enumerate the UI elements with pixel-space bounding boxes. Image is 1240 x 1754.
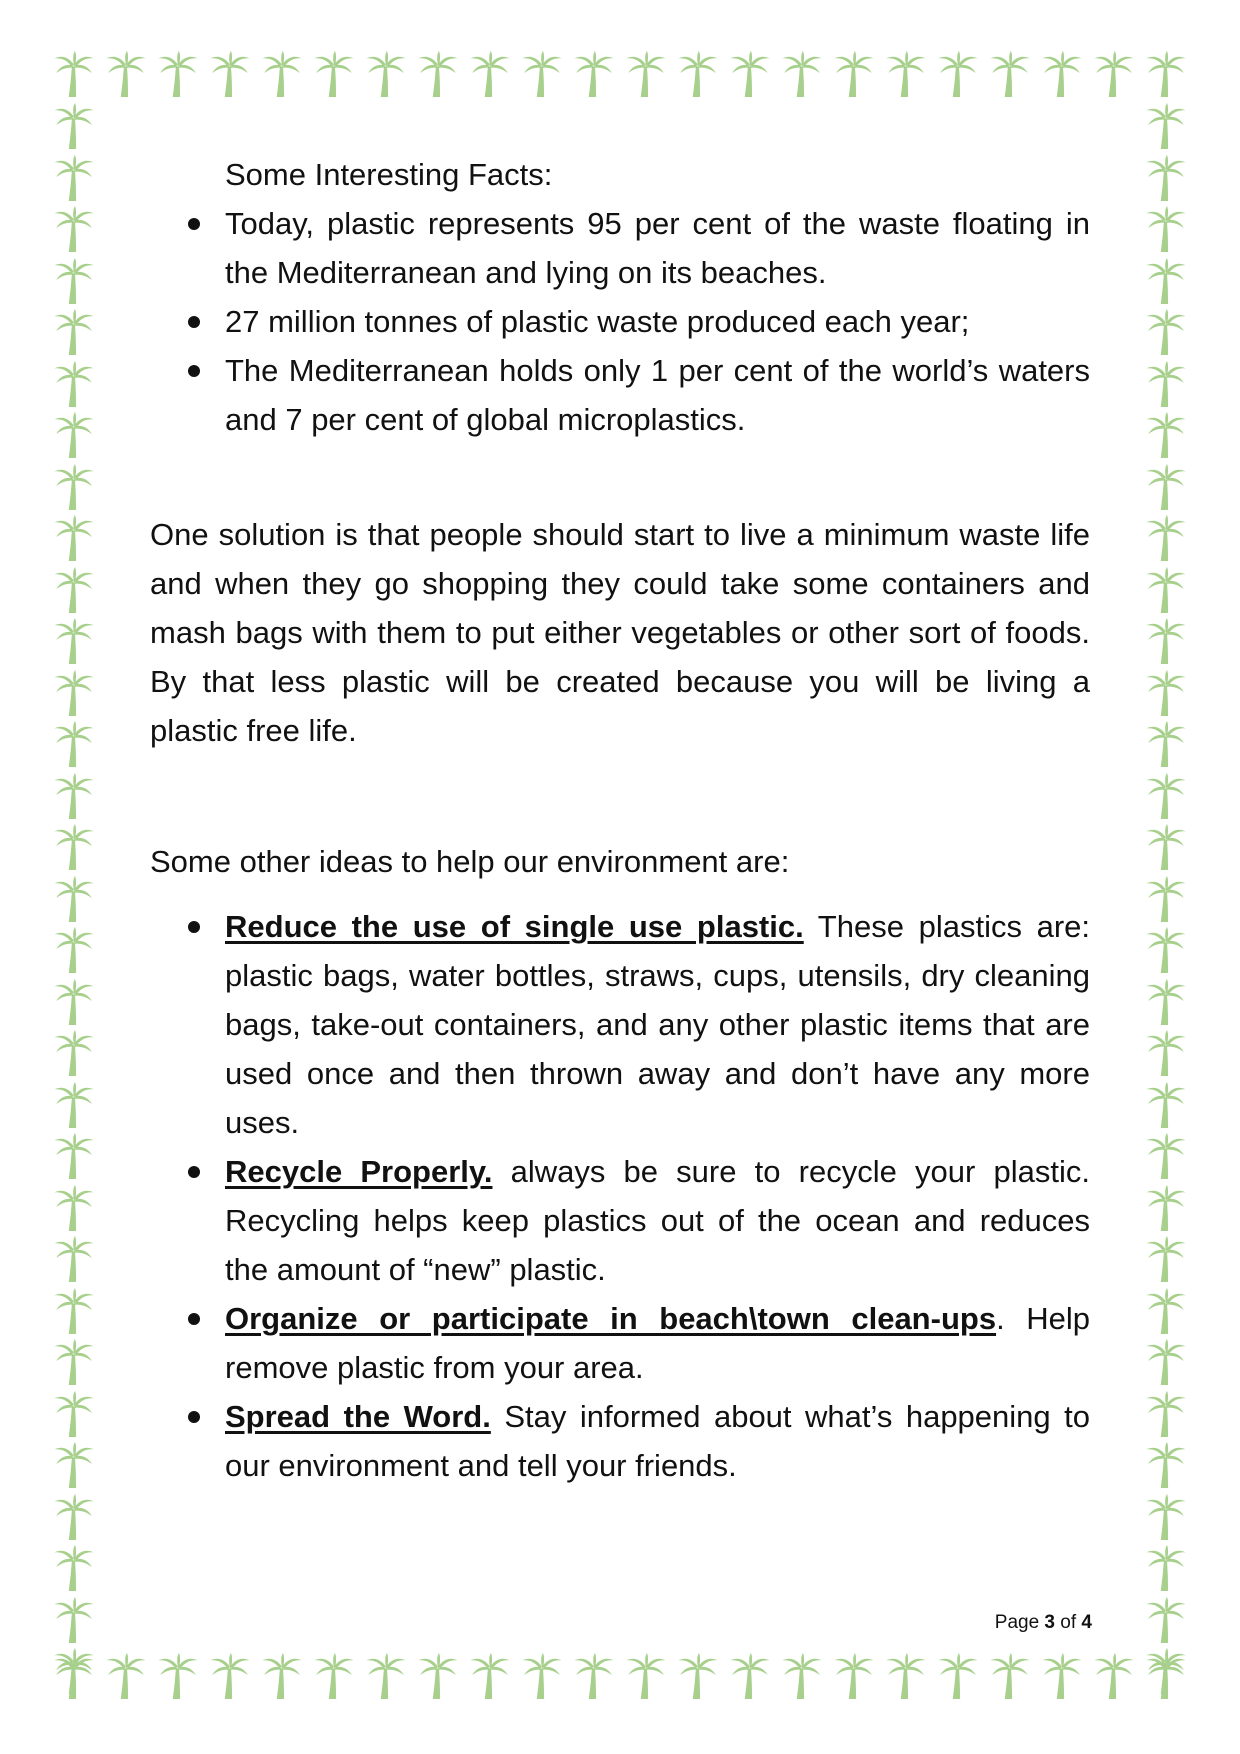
palm-tree-icon xyxy=(208,1652,252,1700)
palm-tree-icon xyxy=(52,1441,96,1489)
palm-tree-icon xyxy=(1144,1493,1188,1541)
palm-tree-icon xyxy=(52,978,96,1026)
palm-tree-icon xyxy=(52,1493,96,1541)
palm-tree-icon xyxy=(1040,1652,1084,1700)
palm-tree-icon xyxy=(1144,772,1188,820)
idea-title: Organize or participate in beach\town clean-ups xyxy=(225,1301,997,1336)
ideas-list xyxy=(150,902,1090,1490)
palm-tree-icon xyxy=(520,1652,564,1700)
idea-title: Spread the Word. xyxy=(225,1399,491,1434)
palm-tree-icon xyxy=(52,411,96,459)
palm-tree-icon xyxy=(1092,50,1136,98)
palm-tree-icon xyxy=(1144,308,1188,356)
palm-tree-icon xyxy=(988,1652,1032,1700)
palm-tree-icon xyxy=(1144,720,1188,768)
palm-tree-icon xyxy=(52,1184,96,1232)
palm-tree-icon xyxy=(1144,50,1188,98)
palm-tree-icon xyxy=(52,617,96,665)
palm-tree-icon xyxy=(468,1652,512,1700)
palm-tree-icon xyxy=(52,566,96,614)
palm-tree-icon xyxy=(1144,1596,1188,1644)
palm-tree-icon xyxy=(52,1596,96,1644)
palm-tree-icon xyxy=(156,1652,200,1700)
palm-tree-icon xyxy=(52,1544,96,1592)
palm-tree-icon xyxy=(1144,1029,1188,1077)
palm-tree-icon xyxy=(572,50,616,98)
palm-tree-icon xyxy=(676,1652,720,1700)
palm-tree-icon xyxy=(260,1652,304,1700)
of-word: of xyxy=(1060,1612,1077,1633)
palm-tree-icon xyxy=(728,50,772,98)
palm-tree-icon xyxy=(936,50,980,98)
total-pages: 4 xyxy=(1081,1612,1092,1633)
idea-text: These plastics are: plastic bags, water bottles, straws, cups, utensils, dry cleaning bags, take-out containers, and any other plastic items that are used once and then thrown away and don’t have any more uses. xyxy=(225,909,1090,1140)
palm-tree-icon xyxy=(676,50,720,98)
palm-tree-icon xyxy=(208,50,252,98)
palm-tree-icon xyxy=(520,50,564,98)
palm-tree-icon xyxy=(52,669,96,717)
palm-tree-icon xyxy=(52,514,96,562)
palm-tree-icon xyxy=(1144,205,1188,253)
palm-tree-icon xyxy=(1144,875,1188,923)
palm-tree-icon xyxy=(52,875,96,923)
idea-title: Reduce the use of single use plastic. xyxy=(225,909,804,944)
palm-tree-icon xyxy=(52,205,96,253)
palm-tree-icon xyxy=(1144,1081,1188,1129)
list-item xyxy=(150,1392,1090,1490)
palm-tree-icon xyxy=(1144,1338,1188,1386)
palm-tree-icon xyxy=(364,1652,408,1700)
idea-text: Stay informed about what’s happening to our environment and tell your friends. xyxy=(225,1399,1090,1483)
palm-tree-icon xyxy=(884,50,928,98)
ideas-heading: Some other ideas to help our environment are: xyxy=(150,844,790,879)
palm-tree-icon xyxy=(780,1652,824,1700)
palm-tree-icon xyxy=(52,1647,96,1695)
facts-heading: Some Interesting Facts: xyxy=(225,157,553,192)
list-item: 27 million tonnes of plastic waste produced each year; xyxy=(150,297,1090,346)
palm-tree-icon xyxy=(1144,1647,1188,1695)
list-item xyxy=(150,1294,1090,1392)
palm-tree-icon xyxy=(936,1652,980,1700)
list-item: The Mediterranean holds only 1 per cent of the world’s waters and 7 per cent of global microplastics. xyxy=(150,346,1090,444)
palm-tree-icon xyxy=(52,1287,96,1335)
palm-tree-icon xyxy=(1144,102,1188,150)
palm-tree-icon xyxy=(52,1132,96,1180)
palm-tree-icon xyxy=(1092,1652,1136,1700)
list-item: Today, plastic represents 95 per cent of the waste floating in the Mediterranean and lying on its beaches. xyxy=(150,199,1090,297)
palm-tree-icon xyxy=(832,1652,876,1700)
palm-tree-icon xyxy=(884,1652,928,1700)
palm-tree-icon xyxy=(52,1235,96,1283)
palm-tree-icon xyxy=(416,1652,460,1700)
palm-tree-icon xyxy=(1144,669,1188,717)
palm-tree-icon xyxy=(1144,1544,1188,1592)
palm-tree-icon xyxy=(1144,566,1188,614)
current-page: 3 xyxy=(1044,1612,1055,1633)
palm-tree-icon xyxy=(1144,1441,1188,1489)
palm-tree-icon xyxy=(52,823,96,871)
palm-tree-icon xyxy=(52,308,96,356)
palm-tree-icon xyxy=(52,257,96,305)
palm-tree-icon xyxy=(52,360,96,408)
palm-tree-icon xyxy=(1144,411,1188,459)
palm-tree-icon xyxy=(728,1652,772,1700)
palm-tree-icon xyxy=(52,926,96,974)
palm-tree-icon xyxy=(312,1652,356,1700)
palm-tree-icon xyxy=(156,50,200,98)
palm-tree-icon xyxy=(52,1338,96,1386)
palm-tree-icon xyxy=(468,50,512,98)
palm-tree-icon xyxy=(52,154,96,202)
palm-tree-icon xyxy=(104,50,148,98)
palm-tree-icon xyxy=(1144,514,1188,562)
idea-text: . Help remove plastic from your area. xyxy=(225,1301,1091,1385)
palm-tree-icon xyxy=(1144,1287,1188,1335)
palm-tree-icon xyxy=(1040,50,1084,98)
palm-tree-icon xyxy=(1144,463,1188,511)
palm-tree-icon xyxy=(1144,978,1188,1026)
page-word: Page xyxy=(994,1612,1040,1633)
palm-tree-icon xyxy=(1144,1390,1188,1438)
palm-tree-icon xyxy=(1144,360,1188,408)
palm-tree-icon xyxy=(52,1390,96,1438)
list-item xyxy=(150,902,1090,1147)
palm-tree-icon xyxy=(780,50,824,98)
palm-tree-icon xyxy=(52,50,96,98)
palm-tree-icon xyxy=(52,102,96,150)
list-item xyxy=(150,1147,1090,1294)
solution-paragraph: One solution is that people should start to live a minimum waste life and when they go shopping they could take some containers and mash bags with them to put either vegetables or other sort of foods. By that less plastic will be created because you will be living a plastic free life. xyxy=(150,517,1090,748)
palm-tree-icon xyxy=(52,1029,96,1077)
palm-tree-icon xyxy=(1144,1235,1188,1283)
palm-tree-icon xyxy=(52,720,96,768)
facts-list xyxy=(150,199,1090,444)
palm-tree-icon xyxy=(1144,1184,1188,1232)
palm-tree-icon xyxy=(260,50,304,98)
palm-tree-icon xyxy=(1144,823,1188,871)
palm-tree-icon xyxy=(1144,926,1188,974)
palm-tree-icon xyxy=(572,1652,616,1700)
page-content xyxy=(150,150,1090,1490)
palm-tree-icon xyxy=(1144,1132,1188,1180)
palm-tree-icon xyxy=(1144,257,1188,305)
palm-tree-icon xyxy=(104,1652,148,1700)
palm-tree-icon xyxy=(416,50,460,98)
page-number xyxy=(995,1612,1092,1634)
palm-tree-icon xyxy=(832,50,876,98)
idea-title: Recycle Properly. xyxy=(225,1154,493,1189)
palm-tree-icon xyxy=(988,50,1032,98)
palm-tree-icon xyxy=(312,50,356,98)
palm-tree-icon xyxy=(624,50,668,98)
palm-tree-icon xyxy=(52,463,96,511)
palm-tree-icon xyxy=(52,772,96,820)
palm-tree-icon xyxy=(364,50,408,98)
palm-tree-icon xyxy=(52,1081,96,1129)
palm-tree-icon xyxy=(1144,617,1188,665)
idea-text: always be sure to recycle your plastic. Recycling helps keep plastics out of the ocean and reduces the amount of “new” plastic. xyxy=(225,1154,1090,1287)
palm-tree-icon xyxy=(624,1652,668,1700)
palm-tree-icon xyxy=(1144,154,1188,202)
